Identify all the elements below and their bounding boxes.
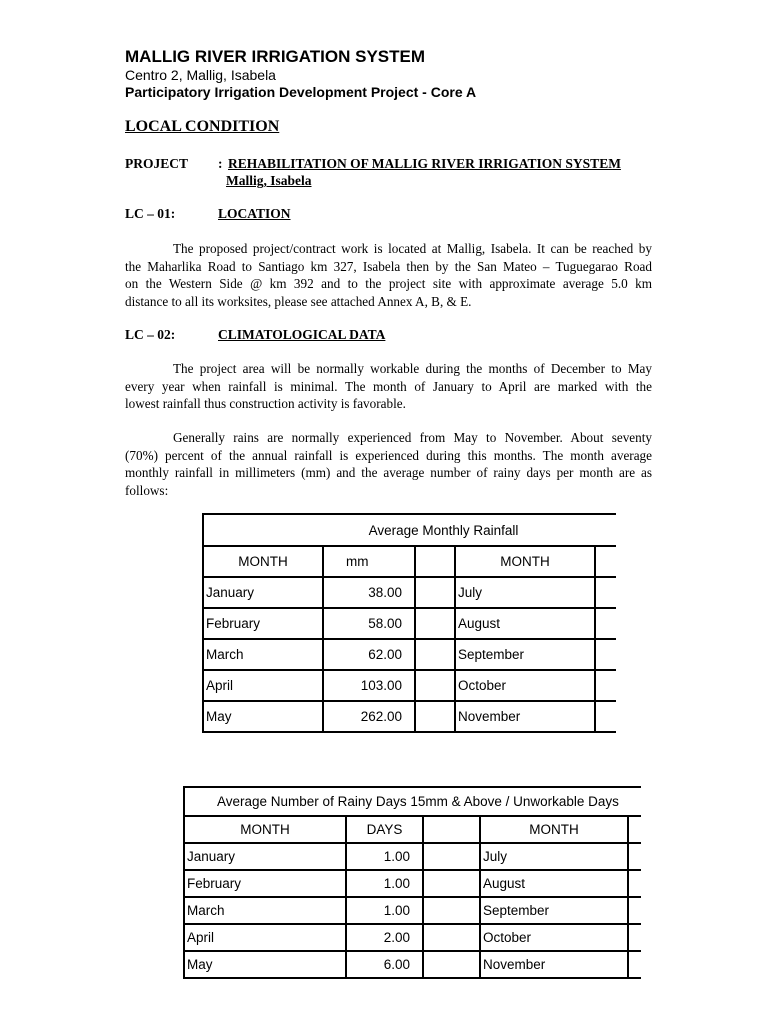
table-row bbox=[203, 639, 616, 670]
paragraph-line: The proposed project/contract work is located at Mallig, Isabela. It can be reached by bbox=[173, 241, 652, 256]
paragraph-line: distance to all its worksites, please see attached Annex A, B, & E. bbox=[125, 293, 472, 309]
spacer-cell bbox=[423, 897, 480, 924]
value-cell: 58.00 bbox=[323, 608, 415, 639]
table-row bbox=[184, 870, 641, 897]
lc01-title: LOCATION bbox=[218, 206, 291, 221]
clipped-cell bbox=[595, 701, 616, 732]
value-cell: 103.00 bbox=[323, 670, 415, 701]
project-label: PROJECT bbox=[125, 156, 189, 171]
paragraph-line: the Maharlika Road to Santiago km 327, Isabela then by the San Mateo – Tuguegarao Road bbox=[125, 258, 652, 274]
month-cell: February bbox=[203, 608, 323, 639]
value-cell: 6.00 bbox=[346, 951, 423, 978]
clipped-cell bbox=[595, 670, 616, 701]
paragraph-line: Generally rains are normally experienced from May to November. About seventy bbox=[173, 430, 652, 445]
rainy-days-table bbox=[183, 786, 641, 979]
month-cell-2: August bbox=[480, 870, 628, 897]
month-cell-2: September bbox=[455, 639, 595, 670]
rainfall-table-title: Average Monthly Rainfall bbox=[203, 514, 616, 546]
lc02-title: CLIMATOLOGICAL DATA bbox=[218, 327, 386, 342]
paragraph-line: on the Western Side @ km 392 and to the project site with approximate average 5.0 km bbox=[125, 276, 652, 291]
paragraph-line: monthly rainfall in millimeters (mm) and the average number of rainy days per month are as bbox=[125, 465, 652, 480]
clipped-cell bbox=[628, 816, 641, 843]
column-header-month-2: MONTH bbox=[480, 816, 628, 843]
value-cell: 1.00 bbox=[346, 870, 423, 897]
lc01-code: LC – 01: bbox=[125, 206, 176, 221]
clipped-cell bbox=[628, 897, 641, 924]
rainy-days-table-title: Average Number of Rainy Days 15mm & Above / Unworkable Days bbox=[184, 787, 641, 816]
project-name: REHABILITATION OF MALLIG RIVER IRRIGATION SYSTEM bbox=[228, 156, 621, 171]
clipped-cell bbox=[628, 924, 641, 951]
clipped-cell bbox=[595, 608, 616, 639]
table-row bbox=[184, 924, 641, 951]
value-cell: 262.00 bbox=[323, 701, 415, 732]
spacer-cell bbox=[423, 924, 480, 951]
project-place: Mallig, Isabela bbox=[226, 173, 312, 188]
month-cell: February bbox=[184, 870, 346, 897]
organization-name: MALLIG RIVER IRRIGATION SYSTEM bbox=[125, 47, 426, 66]
spacer-cell bbox=[423, 951, 480, 978]
column-header-month-2: MONTH bbox=[455, 546, 595, 577]
clipped-cell bbox=[628, 870, 641, 897]
month-cell-2: September bbox=[480, 897, 628, 924]
month-cell: May bbox=[203, 701, 323, 732]
rainfall-table bbox=[202, 513, 616, 733]
column-header-mm: mm bbox=[323, 546, 415, 577]
spacer-cell bbox=[423, 816, 480, 843]
clipped-cell bbox=[595, 577, 616, 608]
month-cell-2: November bbox=[455, 701, 595, 732]
lc02-paragraph-1 bbox=[125, 360, 652, 413]
spacer-cell bbox=[423, 870, 480, 897]
value-cell: 2.00 bbox=[346, 924, 423, 951]
table-row bbox=[203, 670, 616, 701]
rainy-days-table-region bbox=[183, 786, 641, 982]
spacer-cell bbox=[415, 701, 455, 732]
month-cell: March bbox=[184, 897, 346, 924]
clipped-cell bbox=[628, 843, 641, 870]
spacer-cell bbox=[415, 639, 455, 670]
table-row bbox=[203, 701, 616, 732]
clipped-cell bbox=[628, 951, 641, 978]
paragraph-line: The project area will be normally workable during the months of December to May bbox=[173, 361, 652, 376]
spacer-cell bbox=[415, 546, 455, 577]
column-header-days: DAYS bbox=[346, 816, 423, 843]
lc02-paragraph-2 bbox=[125, 429, 652, 499]
month-cell: April bbox=[184, 924, 346, 951]
lc02-code: LC – 02: bbox=[125, 327, 176, 342]
paragraph-line: every year when rainfall is minimal. The month of January to April are marked with the bbox=[125, 378, 652, 394]
column-header-month: MONTH bbox=[203, 546, 323, 577]
lc01-paragraph bbox=[125, 240, 652, 310]
project-subtitle: Participatory Irrigation Development Project - Core A bbox=[125, 84, 477, 100]
project-colon: : bbox=[218, 156, 223, 171]
paragraph-line: (70%) percent of the annual rainfall is experienced during this months. The month average bbox=[125, 447, 652, 463]
month-cell-2: October bbox=[480, 924, 628, 951]
clipped-cell bbox=[595, 639, 616, 670]
month-cell: April bbox=[203, 670, 323, 701]
month-cell: May bbox=[184, 951, 346, 978]
month-cell-2: July bbox=[455, 577, 595, 608]
column-header-month: MONTH bbox=[184, 816, 346, 843]
spacer-cell bbox=[423, 843, 480, 870]
clipped-cell bbox=[595, 546, 616, 577]
value-cell: 62.00 bbox=[323, 639, 415, 670]
value-cell: 1.00 bbox=[346, 897, 423, 924]
month-cell-2: July bbox=[480, 843, 628, 870]
spacer-cell bbox=[415, 670, 455, 701]
table-row bbox=[184, 843, 641, 870]
table-row bbox=[203, 608, 616, 639]
month-cell-2: October bbox=[455, 670, 595, 701]
spacer-cell bbox=[415, 577, 455, 608]
month-cell-2: November bbox=[480, 951, 628, 978]
paragraph-line: follows: bbox=[125, 482, 169, 498]
month-cell: January bbox=[184, 843, 346, 870]
table-row bbox=[184, 897, 641, 924]
month-cell-2: August bbox=[455, 608, 595, 639]
month-cell: March bbox=[203, 639, 323, 670]
value-cell: 1.00 bbox=[346, 843, 423, 870]
paragraph-line: lowest rainfall thus construction activity is favorable. bbox=[125, 396, 406, 411]
spacer-cell bbox=[415, 608, 455, 639]
section-title: LOCAL CONDITION bbox=[125, 118, 280, 135]
table-row bbox=[184, 951, 641, 978]
organization-address: Centro 2, Mallig, Isabela bbox=[125, 67, 276, 83]
month-cell: January bbox=[203, 577, 323, 608]
table-row bbox=[203, 577, 616, 608]
value-cell: 38.00 bbox=[323, 577, 415, 608]
rainfall-table-region bbox=[202, 513, 616, 738]
